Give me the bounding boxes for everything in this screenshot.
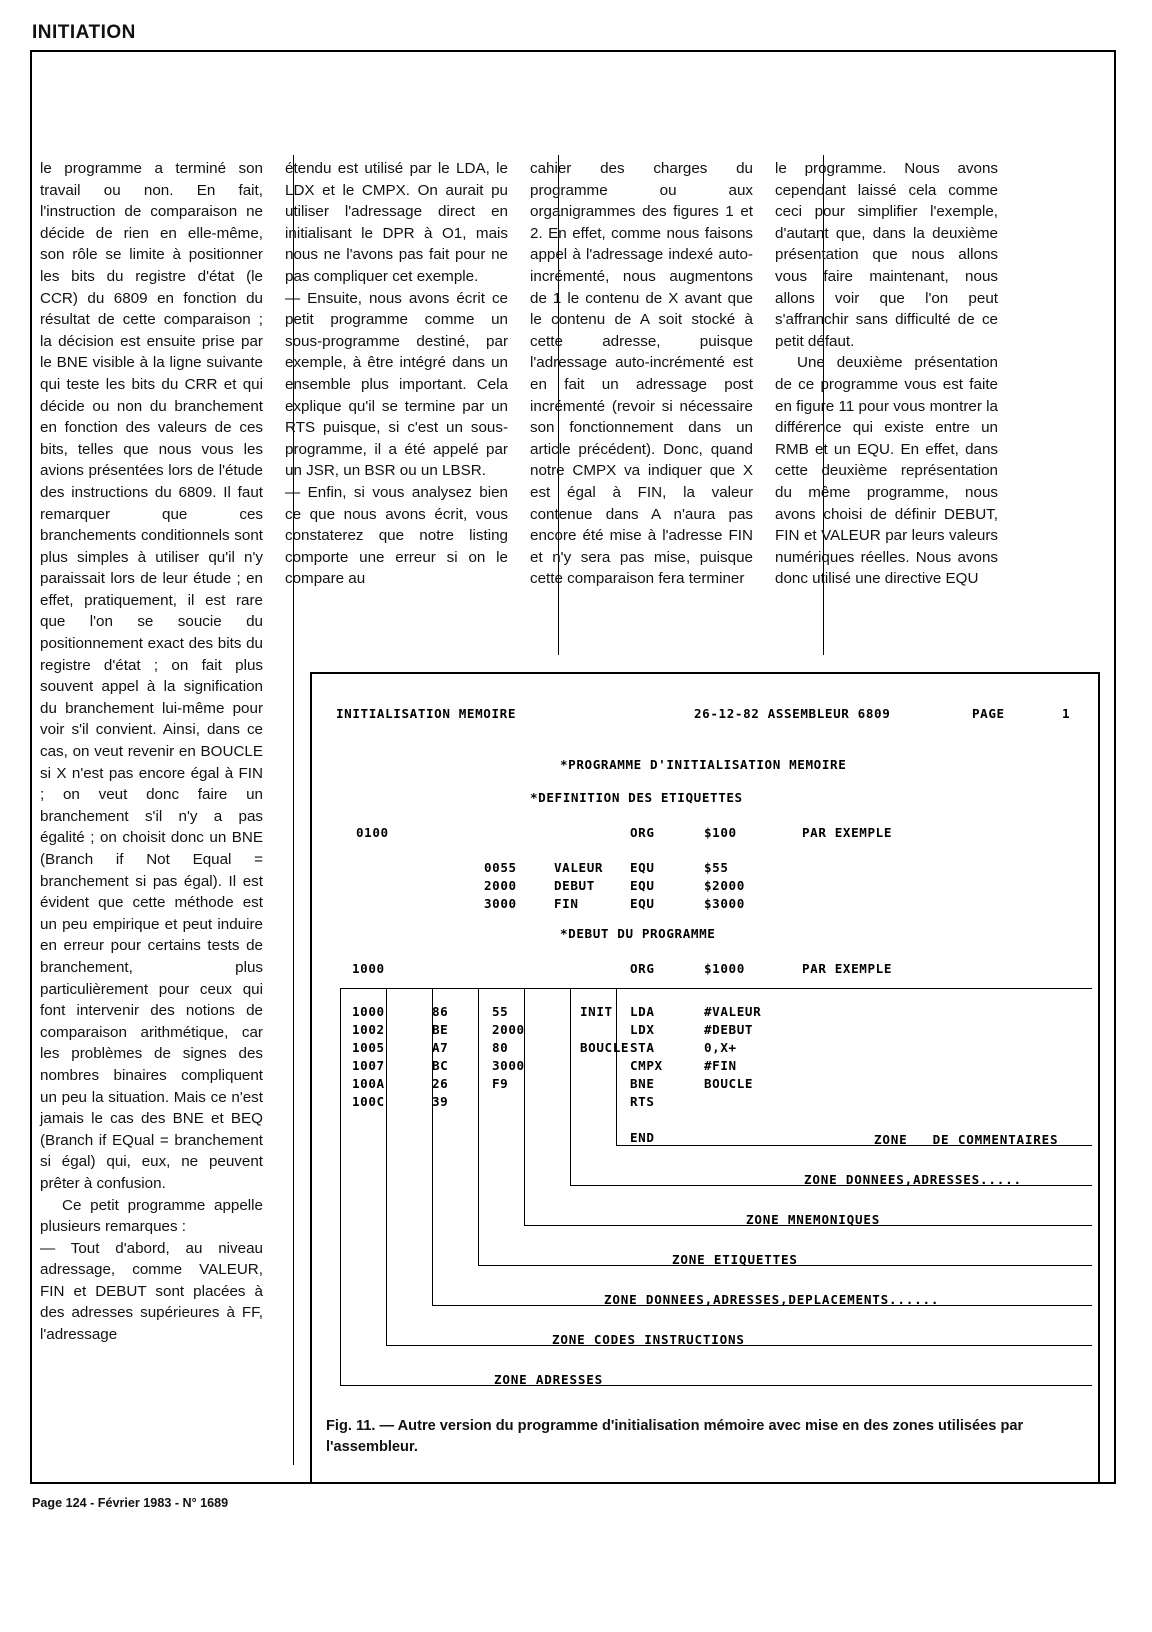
program-operand: #DEBUT [704,1022,754,1037]
figure-caption: Fig. 11. — Autre version du programme d'initialisation mémoire avec mise en des zones utilisées par l'assembleur. [326,1418,1024,1455]
program-address: 100C [352,1094,385,1109]
paragraph: — Enfin, si vous analysez bien ce que nous avons écrit, vous constaterez que notre listing comporte une erreur si on le compare au [285,483,508,588]
equ-operand: $2000 [704,878,745,893]
program-opcode: 86 [432,1004,449,1019]
equ-label: VALEUR [554,860,604,875]
org2-comment: PAR EXEMPLE [802,961,893,976]
zone-label-adresses: ZONE ADRESSES [494,1372,603,1387]
program-operand: #FIN [704,1058,737,1073]
zone-label-etiquettes: ZONE ETIQUETTES [672,1252,798,1267]
org-comment: PAR EXEMPLE [802,825,893,840]
program-mnemonic: CMPX [630,1058,663,1073]
program-operand-code: 80 [492,1040,509,1055]
equ-mnemonic: EQU [630,896,655,911]
paragraph: cahier des charges du programme ou aux organigrammes des figures 1 et 2. En effet, comme nous faisons appel à l'adressage indexé auto-incrémenté, nous augmentons de 1 le contenu de X avant que le contenu de A soit stocké à cette adresse, puisque l'adressage auto-incrémenté est en fait un adressage post incrémenté (revoir si nécessaire son fonctionnement dans un article précédent). Donc, quand notre CMPX va indiquer que X est égal à FIN, la valeur contenue dans A n'aura pas encore été mise à l'adresse FIN et n'y sera pas mise, puisque cette comparaison fera terminer [530,160,753,588]
paragraph: — Tout d'abord, au niveau adressage, comme VALEUR, FIN et DEBUT sont placées à des adresses supérieures à FF, l'adressage [40,1239,263,1344]
assembler-listing [312,674,1102,1414]
paragraph: le programme. Nous avons cependant laissé cela comme ceci pour simplifier l'exemple, d'autant que, dans la deuxième présentation que nous allons vous faire maintenant, nous allons voir que l'on peut s'affranchir sans difficulté de ce petit défaut. [775,160,998,350]
program-operand-code: 55 [492,1004,509,1019]
zone-label-codes-instructions: ZONE CODES INSTRUCTIONS [552,1332,745,1347]
org-operand: $100 [704,825,737,840]
equ-operand: $3000 [704,896,745,911]
listing-page-label: PAGE [972,706,1005,721]
paragraph: le programme a terminé son travail ou non. En fait, l'instruction de comparaison ne décide de rien en elle-même, son rôle se limite à positionner les bits du registre d'état (le CCR) du 6809 en fonction du résultat de cette comparaison ; la décision est ensuite prise par le BNE visible à la ligne suivante qui teste les bits du CRR et qui décide ou non du branchement en fonction des valeurs de ces bits, telles que nous vous les avions présentées lors de l'étude des instructions du 6809. Il faut remarquer que ces branchements conditionnels sont plus simples à utiliser qu'il n'y paraissait lors de leur étude ; en effet, pratiquement, il est rare que l'on se soucie du positionnement exact des bits du registre d'état ; on fait plus souvent appel à la signification du branchement lui-même pour voir s'il convient. Ainsi, dans ce cas, on veut revenir en BOUCLE si X n'est pas encore égal à FIN ; on veut donc faire un branchement s'il n'y a pas égalité ; on choisit donc un BNE (Branch if Not Equal = branchement si pas égal). Il est évident que cette méthode est un peu empirique et peut induire en erreur pour certains tests de branchement, plus particulièrement pour ceux qui font intervenir des notions de comparaison arithmétique, car les problèmes de signes des nombres binaires compliquent un peu la situation. Mais ce n'est jamais le cas des BNE et BEQ (Branch if EQual = branchement si égal) qui, eux, ne peuvent prêter à confusion. [40,160,263,1192]
org2-operand: $1000 [704,961,745,976]
program-address: 1007 [352,1058,385,1073]
program-operand: 0,X+ [704,1040,737,1055]
program-operand-code: F9 [492,1076,509,1091]
program-mnemonic: RTS [630,1094,655,1109]
org-mnemonic: ORG [630,825,655,840]
column-1 [40,158,285,1346]
section-title: INITIATION [32,22,136,43]
org-address: 0100 [356,825,389,840]
program-mnemonic: BNE [630,1076,655,1091]
zone-label-commentaires: ZONE DE COMMENTAIRES [874,1132,1059,1147]
program-label: INIT [580,1004,613,1019]
program-opcode: 26 [432,1076,449,1091]
equ-value: 0055 [484,860,517,875]
program-mnemonic: END [630,1130,655,1145]
equ-label: DEBUT [554,878,595,893]
program-opcode: BE [432,1022,449,1037]
equ-value: 2000 [484,878,517,893]
figure-11 [310,672,1100,1484]
program-operand: BOUCLE [704,1076,754,1091]
org2-mnemonic: ORG [630,961,655,976]
zone-box-commentaires [616,988,1092,1146]
paragraph: Ce petit programme appelle plusieurs remarques : [40,1196,263,1236]
program-operand-code: 2000 [492,1022,525,1037]
program-operand: #VALEUR [704,1004,762,1019]
program-label: BOUCLE [580,1040,630,1055]
program-mnemonic: LDA [630,1004,655,1019]
program-mnemonic: STA [630,1040,655,1055]
program-mnemonic: LDX [630,1022,655,1037]
listing-comment-definitions: *DEFINITION DES ETIQUETTES [530,790,743,805]
org2-address: 1000 [352,961,385,976]
equ-value: 3000 [484,896,517,911]
program-opcode: A7 [432,1040,449,1055]
program-operand-code: 3000 [492,1058,525,1073]
program-address: 1002 [352,1022,385,1037]
page-footer: Page 124 - Février 1983 - N° 1689 [32,1496,229,1510]
zone-label-mnemoniques: ZONE MNEMONIQUES [746,1212,881,1227]
equ-label: FIN [554,896,579,911]
listing-title: INITIALISATION MEMOIRE [336,706,517,721]
program-address: 100A [352,1076,385,1091]
program-opcode: 39 [432,1094,449,1109]
zone-label-donnees-deplacements: ZONE DONNEES,ADRESSES,DEPLACEMENTS...... [604,1292,940,1307]
equ-mnemonic: EQU [630,860,655,875]
program-address: 1005 [352,1040,385,1055]
paragraph: — Ensuite, nous avons écrit ce petit programme comme un sous-programme destiné, par exemple, à être intégré dans un ensemble plus important. Cela explique qu'il se termine par un RTS puisque, si c'est un sous-programme, il a été appelé par un JSR, un BSR ou un LBSR. [285,289,508,480]
listing-comment-debut: *DEBUT DU PROGRAMME [560,926,716,941]
paragraph: Une deuxième présentation de ce programme vous est faite en figure 11 pour vous montrer la différence qui existe entre un RMB et un EQU. En effet, dans cette deuxième représentation du même programme, nous avons choisi de définir DEBUT, FIN et VALEUR par leurs valeurs numériques réelles. Nous avons donc utilisé une directive EQU [775,354,998,588]
program-opcode: BC [432,1058,449,1073]
equ-operand: $55 [704,860,729,875]
paragraph: étendu est utilisé par le LDA, le LDX et le CMPX. On aurait pu utiliser l'adressage direct en initialisant le DPR à O1, mais nous ne l'avons pas fait pour ne pas compliquer cet exemple. [285,160,508,285]
equ-mnemonic: EQU [630,878,655,893]
zone-label-donnees-adresses: ZONE DONNEES,ADRESSES..... [804,1172,1022,1187]
listing-page-number: 1 [1062,706,1071,721]
listing-comment-program: *PROGRAMME D'INITIALISATION MEMOIRE [560,757,847,772]
program-address: 1000 [352,1004,385,1019]
listing-date-assembler: 26-12-82 ASSEMBLEUR 6809 [694,706,891,721]
